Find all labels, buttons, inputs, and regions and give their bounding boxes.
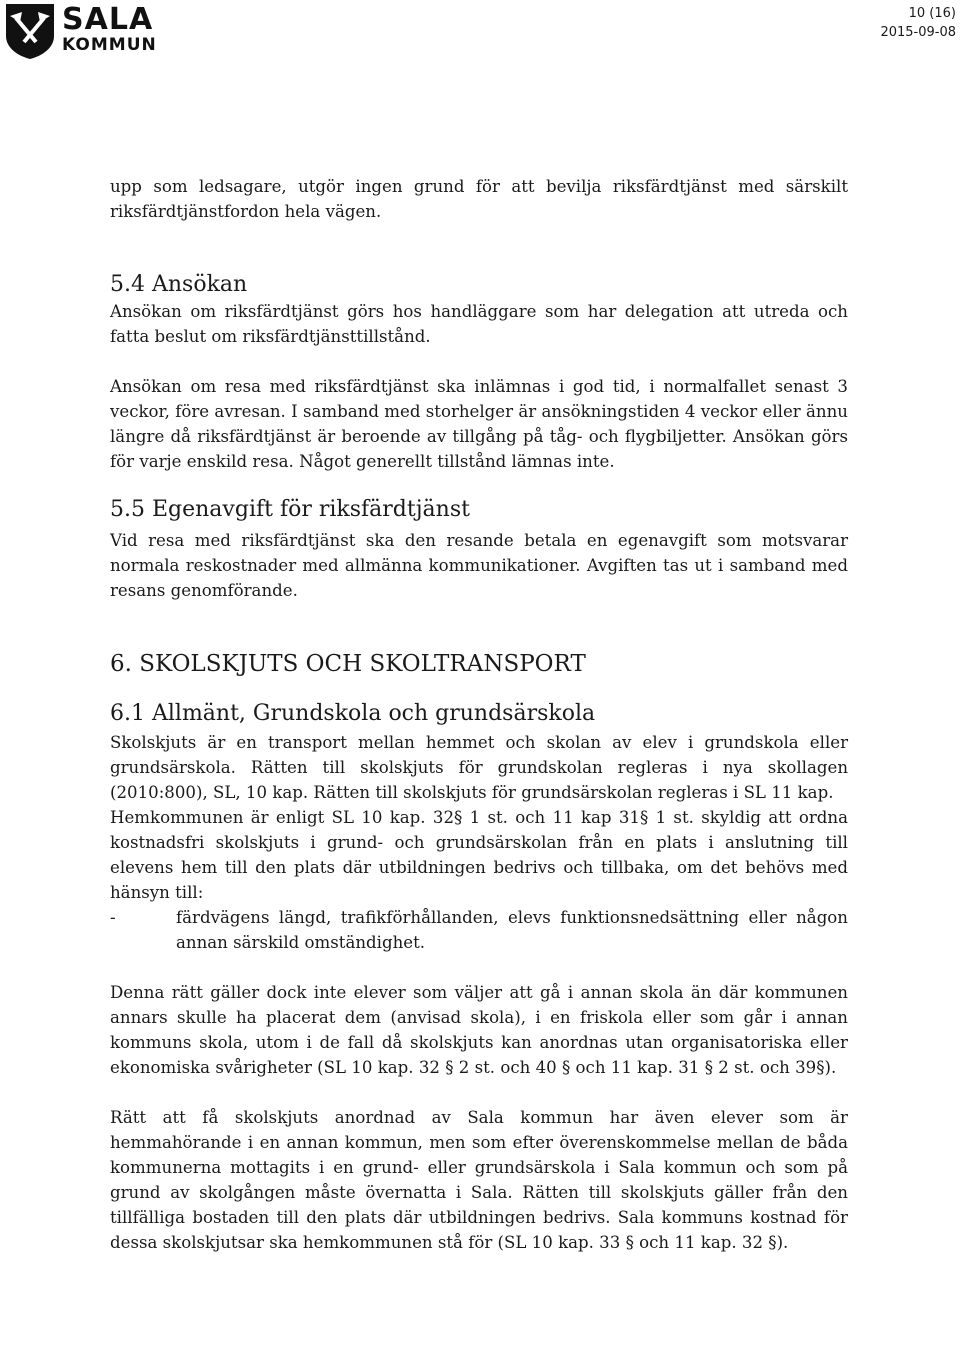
paragraph-6-1-d: Rätt att få skolskjuts anordnad av Sala kommun har även elever som är hemmahörande i en annan kommun, men som efter överenskommelse mellan de båda kommunerna mottagits i en grund- eller grundsärskola i Sala kommun och som på grund av skolgången måste övernatta i Sala. Rätten till skolskjuts gäller från den tillfälliga bostaden till den plats där utbildningen bedrivs. Sala kommuns kostnad för dessa skolskjutsar ska hemkommunen stå för (SL 10 kap. 33 § och 11 kap. 32 §).	[110, 1108, 848, 1252]
section-heading-5-4: 5.4 Ansökan	[110, 272, 248, 297]
paragraph-5-4-b: Ansökan om resa med riksfärdtjänst ska inlämnas i god tid, i normalfallet senast 3 veckor, före avresan. I samband med storhelger är ansökningstiden 4 veckor eller ännu längre då riksfärdtjänst är beroende av tillgång på tåg- och flygbiljetter. Ansökan görs för varje enskild resa. Något generellt tillstånd lämnas inte.	[110, 377, 848, 471]
municipality-logo	[4, 2, 157, 62]
paragraph-6-1-c: Denna rätt gäller dock inte elever som väljer att gå i annan skola än där kommunen annars skulle ha placerat dem (anvisad skola), i en friskola eller som går i annan kommuns skola, utom i de fall då skolskjuts kan anordnas utan organisatoriska eller ekonomiska svårigheter (SL 10 kap. 32 § 2 st. och 40 § och 11 kap. 31 § 2 st. och 39§).	[110, 983, 848, 1077]
paragraph-6-1-a: Skolskjuts är en transport mellan hemmet och skolan av elev i grundskola eller grundsärskola. Rätten till skolskjuts för grundskolan regleras i nya skollagen (2010:800), SL, 10 kap. Rätten till skolskjuts för grundsärskolan regleras i SL 11 kap.	[110, 733, 848, 802]
paragraph-6-1-b: Hemkommunen är enligt SL 10 kap. 32§ 1 st. och 11 kap 31§ 1 st. skyldig att ordna kostnadsfri skolskjuts i grund- och grundsärskolan från en plats i anslutning till elevens hem till den plats där utbildningen bedrivs och tillbaka, om det behövs med hänsyn till:	[110, 808, 848, 902]
section-heading-5-5: 5.5 Egenavgift för riksfärdtjänst	[110, 497, 470, 522]
logo-name: SALA	[62, 2, 154, 37]
logo-subname: KOMMUN	[62, 35, 157, 55]
paragraph-intro: upp som ledsagare, utgör ingen grund för att bevilja riksfärdtjänst med särskilt riksfärdtjänstfordon hela vägen.	[110, 177, 848, 221]
document-body	[110, 174, 848, 1255]
page-header-meta	[880, 4, 956, 42]
document-date: 2015-09-08	[880, 25, 956, 40]
bullet-dash: -	[110, 908, 116, 927]
chapter-heading-6: 6. SKOLSKJUTS OCH SKOLTRANSPORT	[110, 651, 586, 677]
section-heading-6-1: 6.1 Allmänt, Grundskola och grundsärskola	[110, 701, 596, 726]
list-item	[110, 905, 848, 955]
bullet-text: färdvägens längd, trafikförhållanden, elevs funktionsnedsättning eller någon annan särskild omständighet.	[176, 908, 848, 952]
page-number: 10 (16)	[908, 6, 956, 21]
paragraph-5-5: Vid resa med riksfärdtjänst ska den resande betala en egenavgift som motsvarar normala reskostnader med allmänna kommunikationer. Avgiften tas ut i samband med resans genomförande.	[110, 531, 848, 600]
shield-crest-icon	[4, 2, 56, 60]
paragraph-5-4-a: Ansökan om riksfärdtjänst görs hos handläggare som har delegation att utreda och fatta beslut om riksfärdtjänsttillstånd.	[110, 302, 848, 346]
